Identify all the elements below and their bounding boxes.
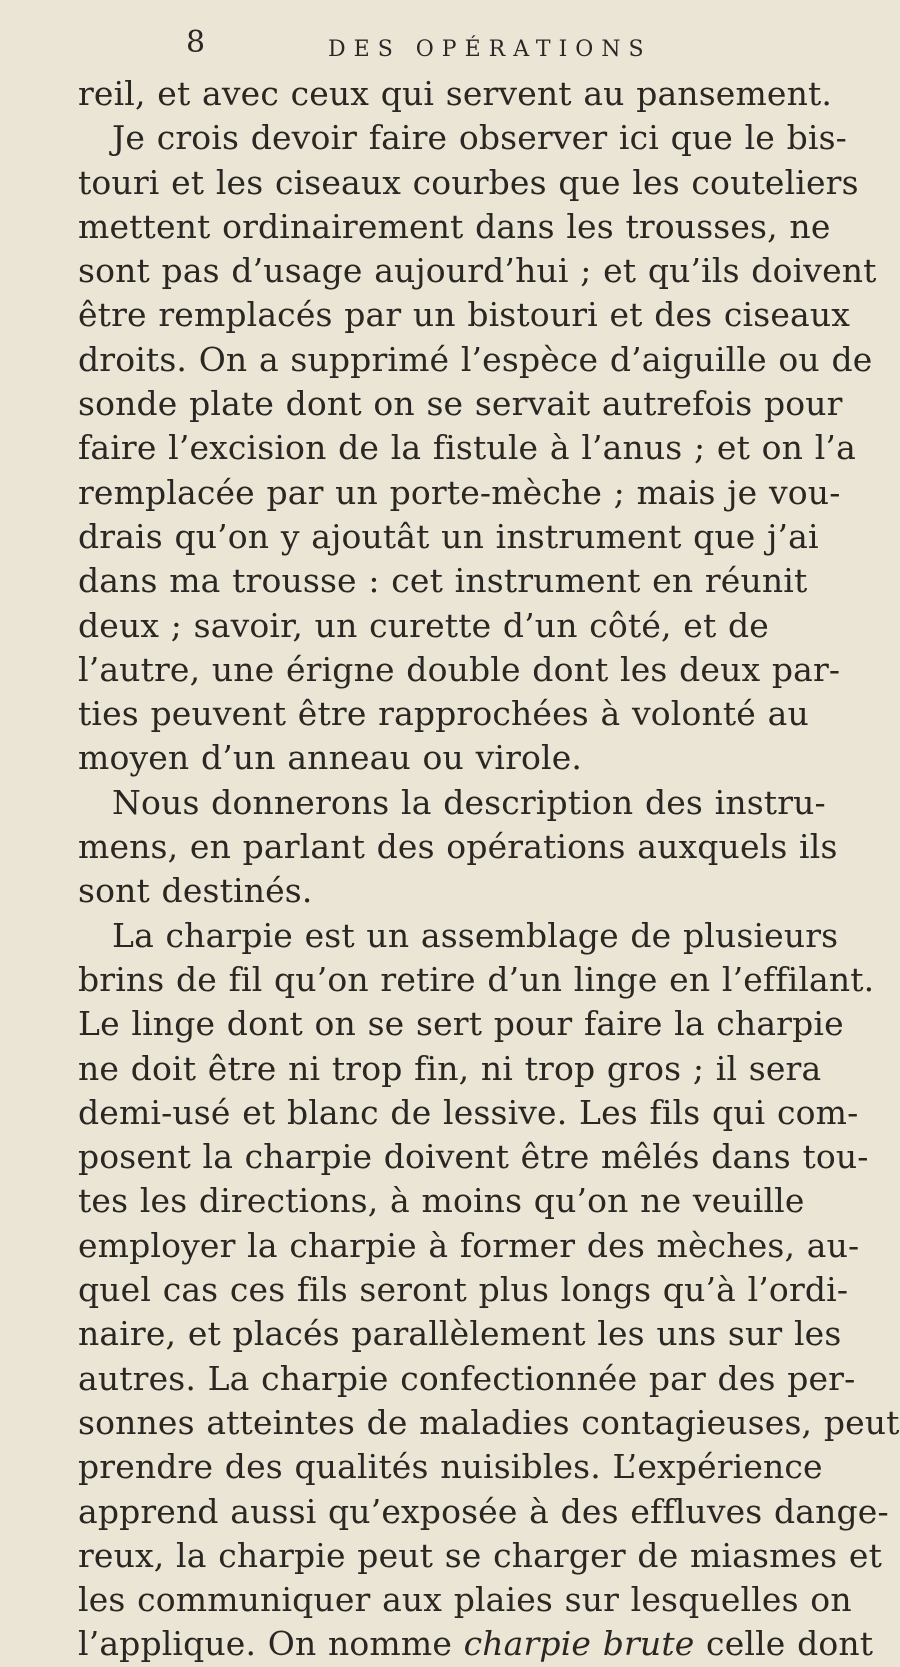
text-line: demi-usé et blanc de lessive. Les fils qui com- xyxy=(78,1092,859,1132)
text-line: dans ma trousse : cet instrument en réunit xyxy=(78,561,808,601)
text-line: tes les directions, à moins qu’on ne veuille xyxy=(78,1181,805,1221)
text-line: employer la charpie à former des mèches, au- xyxy=(78,1225,860,1265)
text-line: moyen d’un anneau ou virole. xyxy=(78,738,583,778)
text-line: reil, et avec ceux qui servent au pansement. xyxy=(78,74,833,113)
text-line: quel cas ces fils seront plus longs qu’à l’ordi- xyxy=(78,1270,849,1310)
text-line: ne doit être ni trop fin, ni trop gros ; il sera xyxy=(78,1048,822,1088)
text-line: l’autre, une érigne double dont les deux par- xyxy=(78,649,841,689)
text-span: l’applique. On nomme xyxy=(78,1624,464,1664)
text-line: sonnes atteintes de maladies contagieuses, peut xyxy=(78,1402,900,1442)
text-line: reux, la charpie peut se charger de miasmes et xyxy=(78,1535,882,1575)
text-line: sont destinés. xyxy=(78,871,313,911)
text-line: prendre des qualités nuisibles. L’expérience xyxy=(78,1447,823,1487)
text-line: Le linge dont on se sert pour faire la charpie xyxy=(78,1004,844,1044)
text-line: sont pas d’usage aujourd’hui ; et qu’ils doivent xyxy=(78,251,877,291)
running-title: DES OPÉRATIONS xyxy=(328,37,652,62)
text-line: les communiquer aux plaies sur lesquelles on xyxy=(78,1580,852,1620)
text-line: Je crois devoir faire observer ici que le bis- xyxy=(112,118,847,158)
text-line: remplacée par un porte-mèche ; mais je vou- xyxy=(78,472,841,512)
text-span: celle dont xyxy=(694,1624,874,1664)
text-line: mens, en parlant des opérations auxquels ils xyxy=(78,827,838,867)
text-line: Nous donnerons la description des instru- xyxy=(112,782,826,822)
text-line: deux ; savoir, un curette d’un côté, et de xyxy=(78,605,769,645)
text-line: droits. On a supprimé l’espèce d’aiguille ou de xyxy=(78,339,873,379)
page-number: 8 xyxy=(186,25,206,60)
text-line: mettent ordinairement dans les trousses, ne xyxy=(78,206,831,246)
text-line: naire, et placés parallèlement les uns sur les xyxy=(78,1314,842,1354)
text-line: autres. La charpie confectionnée par des per- xyxy=(78,1358,856,1398)
text-line: La charpie est un assemblage de plusieurs xyxy=(112,915,839,955)
running-head xyxy=(78,0,764,64)
text-line-last xyxy=(78,1622,874,1666)
text-line: faire l’excision de la fistule à l’anus ; et on l’a xyxy=(78,428,856,468)
italic-term: charpie brute xyxy=(463,1624,695,1664)
text-line: sonde plate dont on se servait autrefois pour xyxy=(78,384,843,424)
text-line: ties peuvent être rapprochées à volonté au xyxy=(78,694,809,734)
text-line: drais qu’on y ajoutât un instrument que j’ai xyxy=(78,516,819,556)
text-line: posent la charpie doivent être mêlés dans tou- xyxy=(78,1137,869,1177)
text-line: être remplacés par un bistouri et des ciseaux xyxy=(78,295,850,335)
text-line: apprend aussi qu’exposée à des effluves dange- xyxy=(78,1491,889,1531)
text-line: brins de fil qu’on retire d’un linge en l’effilant. xyxy=(78,959,875,999)
text-line: touri et les ciseaux courbes que les couteliers xyxy=(78,162,859,202)
body-text xyxy=(78,72,900,1667)
